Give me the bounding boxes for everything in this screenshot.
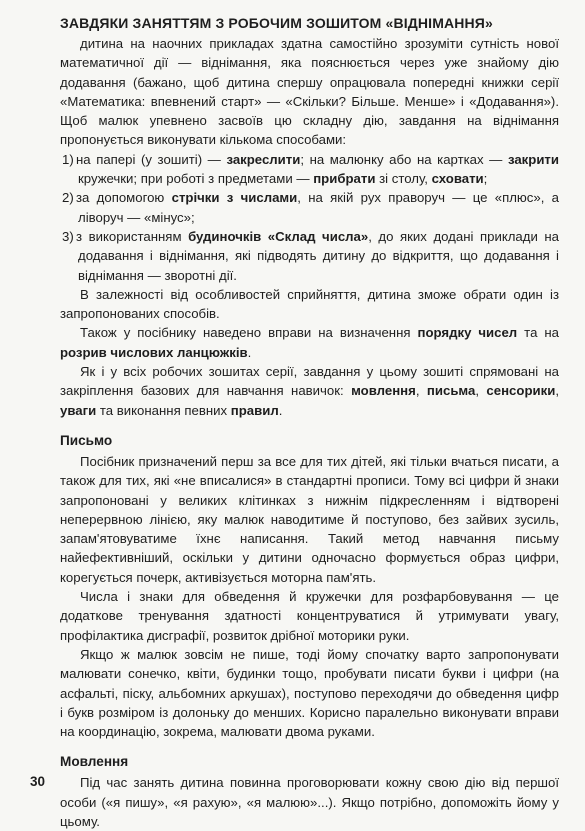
page-number: 30: [30, 774, 46, 789]
skills-paragraph: Як і у всіх робочих зошитах серії, завдання у цьому зошиті спрямовані на закріплення базових для навчання навичок: мовлення, письма, сенсорики, уваги та виконання певних правил.: [60, 364, 559, 418]
list-item-2: 2) за допомогою стрічки з числами, на якій рух праворуч — це «плюс», а ліворуч — «мінус»;: [62, 190, 560, 225]
list-number: 1): [62, 151, 74, 167]
list-number: 2): [62, 190, 74, 206]
perception-paragraph: В залежності від особливостей сприйняття, дитина зможе обрати один із запропонованих способів.: [60, 286, 559, 322]
writing-paragraph-2: Числа і знаки для обведення й кружечки для розфарбовування — це додаткове тренування здатності концентруватися й утримувати увагу, профілактика дисграфії, розвиток дрібної моторики руки.: [60, 589, 559, 643]
speech-paragraph-1: Під час занять дитина повинна проговорювати кожну свою дію від першої особи («я пишу», «я рахую», «я малюю»...). Якщо потрібно, допоможіть йому у цьому.: [60, 775, 559, 829]
list-number: 3): [62, 228, 74, 244]
writing-paragraph-1: Посібник призначений перш за все для тих дітей, які тільки вчаться писати, а також для тих, які «не вписалися» в стандартні прописи. Тому всі цифри й знаки запропоновані у великих клітинках з нижнім підкресленням і відтворені неперервною лінією, яку малюк наводитиме й поступово, без зайвих зусиль, запам'ятовуватиме їхнє написання. Такий метод навчання письму найефективніший, оскільки у дитини одночасно формується образ цифри, корегується почерк, активізується моторна пам'ять.: [60, 453, 559, 585]
list-item-1: 1) на папері (у зошиті) — закреслити; на малюнку або на картках — закрити кружечки; при роботі з предметами — прибрати зі столу, сховати;: [62, 151, 559, 187]
writing-paragraph-3: Якщо ж малюк зовсім не пише, тоді йому спочатку варто запропонувати малювати сонечко, квіти, будинки тощо, пробувати писати букви і цифри (на асфальті, піску, альбомних аркушах), поступово переходячи до обведення цифр і букв розміром із долоньку до менших. Корисно паралельно виконувати вправи на координацію, зокрема, малювати двома руками.: [60, 646, 559, 740]
speech-heading: Мовлення: [60, 754, 129, 770]
exercises-paragraph: Також у посібнику наведено вправи на визначення порядку чисел та на розрив числових ланцюжків.: [60, 325, 559, 360]
intro-paragraph: дитина на наочних прикладах здатна самостійно зрозуміти сутність нової математичної дії — віднімання, яка пояснюється через уже знайому дію додавання (бажано, щоб дитина спершу опрацювала попередні книжки серії «Математика: впевнений старт» — «Скільки? Більше. Менше» і «Додавання»). Щоб малюк упевнено засвоїв цю складну дію, завдання на віднімання пропонується виконувати кількома способами:: [60, 36, 559, 148]
list-item-3: 3) з використанням будиночків «Склад числа», до яких додані приклади на додавання і віднімання, які підводять дитину до відкриття, що додавання і віднімання — зворотні дії.: [62, 228, 559, 283]
writing-heading: Письмо: [60, 432, 113, 448]
section-title: ЗАВДЯКИ ЗАНЯТТЯМ З РОБОЧИМ ЗОШИТОМ «ВІДНІМАННЯ»: [60, 15, 493, 31]
